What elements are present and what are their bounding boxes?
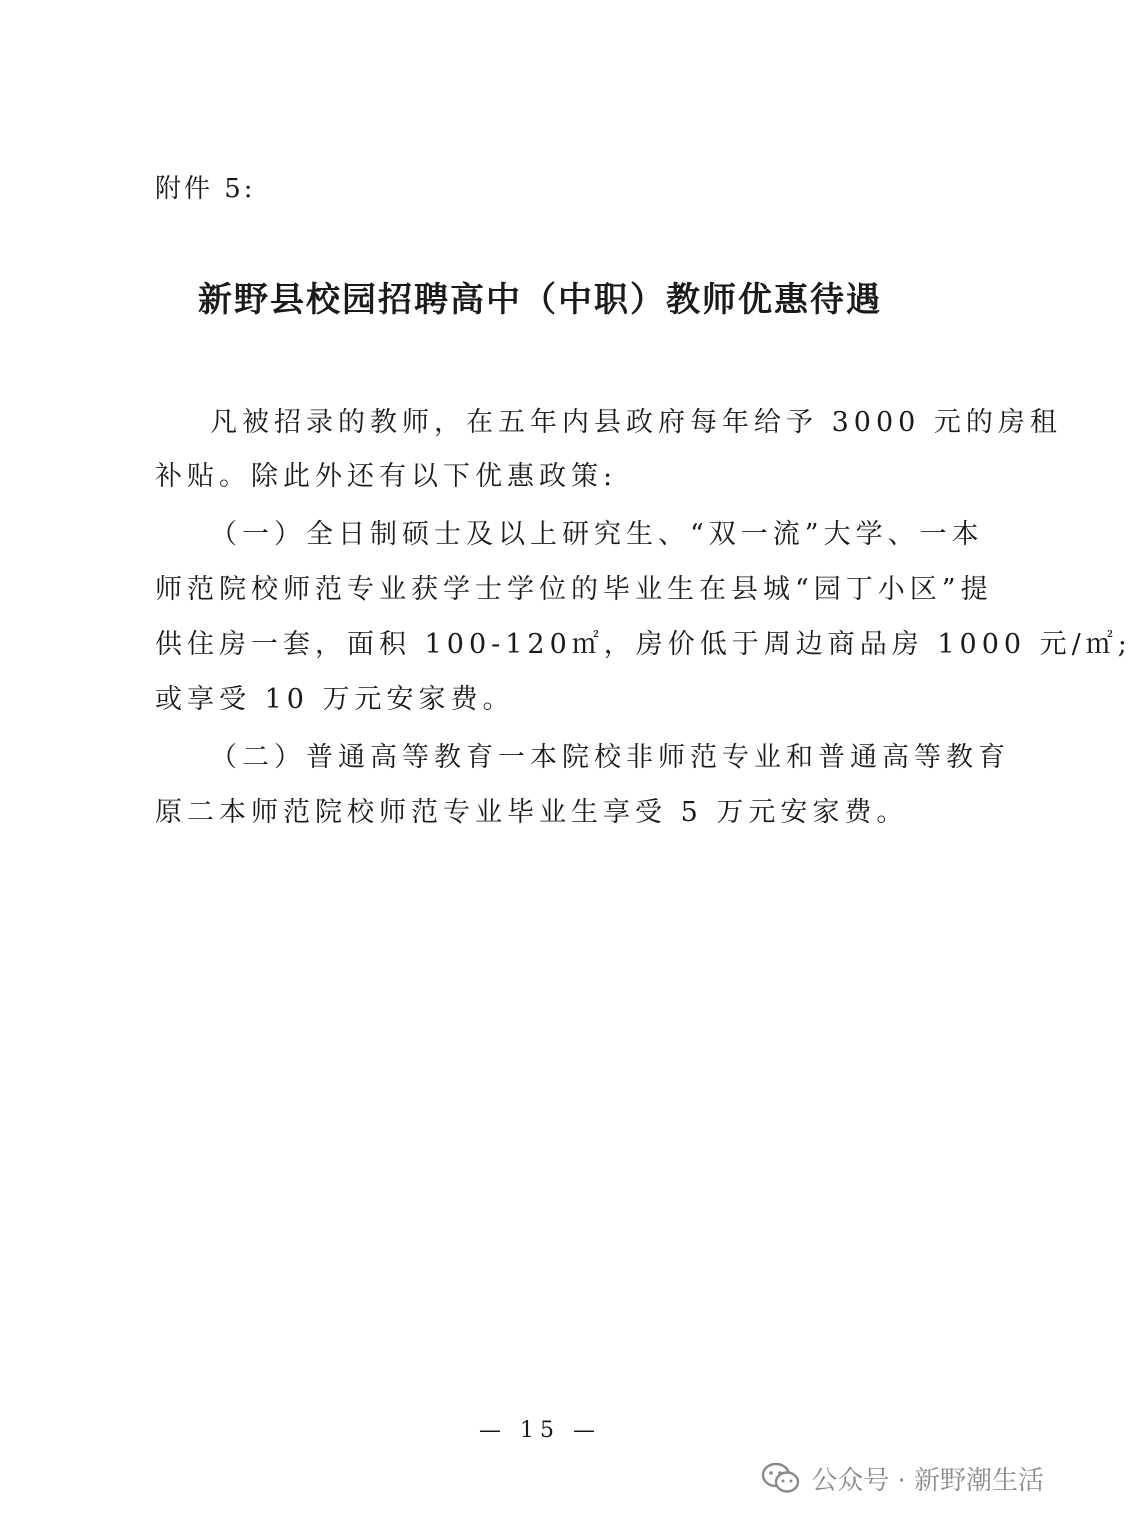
paragraph-2-line-1: （一）全日制硕士及以上研究生、“双一流”大学、一本 (210, 519, 984, 550)
paragraph-2-line-3-part-b: ，房价低于周边商品房 1000 元/㎡ (603, 629, 1118, 660)
page-number: — 15 — (479, 1418, 601, 1443)
watermark (761, 1460, 1044, 1497)
paragraph-2-line-3-part-c: ; (1117, 629, 1132, 660)
paragraph-2-line-3-part-a: 供住房一套，面积 100-120㎡ (155, 629, 604, 660)
paragraph-3-line-1: （二）普通高等教育一本院校非师范专业和普通高等教育 (210, 742, 1010, 773)
wechat-icon (761, 1462, 801, 1496)
document-title: 新野县校园招聘高中（中职）教师优惠待遇 (198, 280, 882, 320)
paragraph-1-line-2: 补贴。除此外还有以下优惠政策: (155, 461, 618, 492)
watermark-text: 公众号 · 新野潮生活 (811, 1466, 1044, 1496)
paragraph-2-line-4: 或享受 10 万元安家费。 (155, 684, 515, 715)
paragraph-3-line-2: 原二本师范院校师范专业毕业生享受 5 万元安家费。 (155, 797, 909, 828)
paragraph-2-line-3 (155, 622, 1132, 661)
attachment-label: 附件 5: (155, 174, 256, 204)
paragraph-2-line-2: 师范院校师范专业获学士学位的毕业生在县城“园丁小区”提 (155, 574, 993, 605)
paragraph-1-line-1: 凡被招录的教师，在五年内县政府每年给予 3000 元的房租 (210, 407, 1062, 438)
